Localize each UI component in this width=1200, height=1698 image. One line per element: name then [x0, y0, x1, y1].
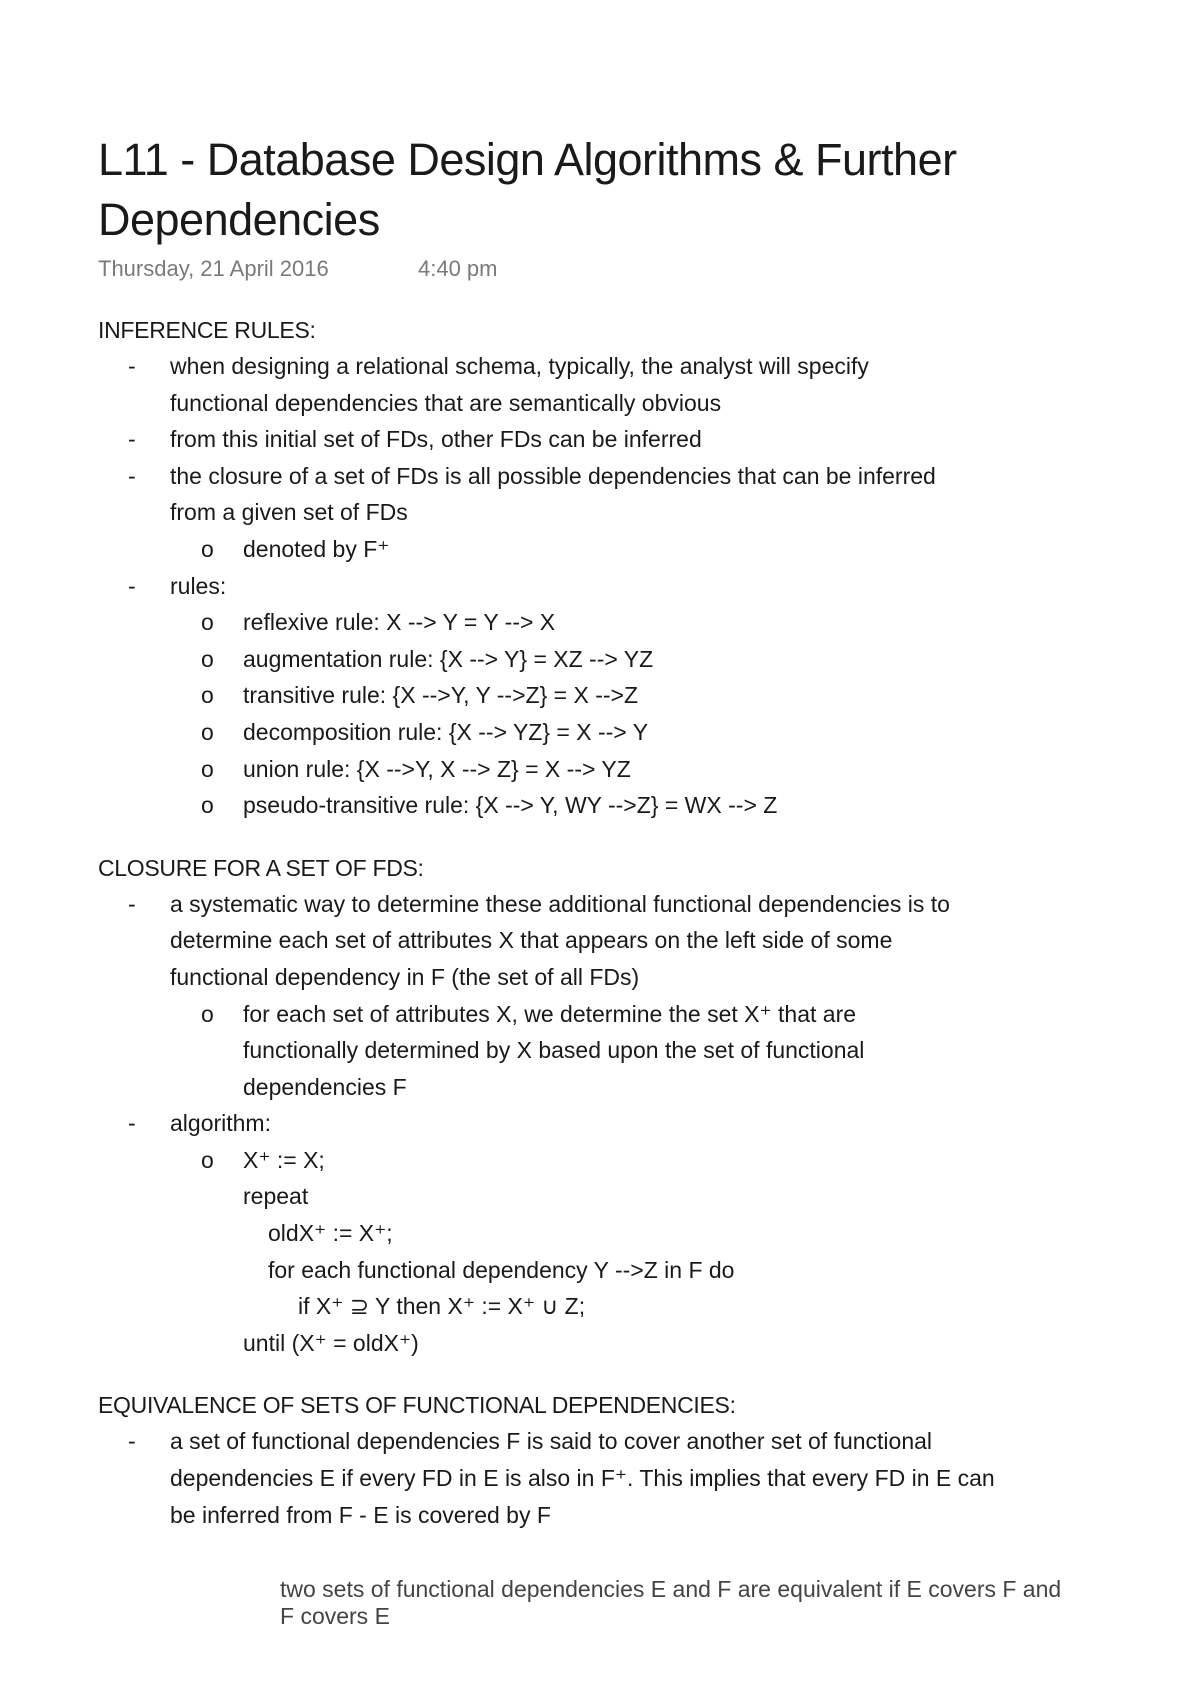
- circle-bullet: o: [201, 645, 214, 672]
- list-item: [98, 458, 1120, 531]
- dash-bullet: -: [128, 572, 136, 599]
- note-metadata: [98, 256, 1120, 292]
- section-inference-rules: [98, 312, 1120, 824]
- rule-text: transitive rule: {X -->Y, Y -->Z} = X -->Z: [243, 682, 638, 709]
- cut-off-text-line: [280, 1576, 1080, 1629]
- list-item-text: be inferred from F - E is covered by F: [170, 1501, 551, 1528]
- circle-bullet: o: [201, 755, 214, 782]
- sub-list-item: [98, 531, 1120, 568]
- algorithm-line: if X⁺ ⊇ Y then X⁺ := X⁺ ∪ Z;: [298, 1293, 586, 1320]
- circle-bullet: o: [201, 718, 214, 745]
- list-item-text: rules:: [170, 572, 227, 599]
- title-line-1: L11 - Database Design Algorithms & Further: [98, 134, 957, 185]
- list-item: [98, 886, 1120, 996]
- section-equivalence: [98, 1387, 1120, 1533]
- rule-item: [98, 714, 1120, 751]
- list-item-text: when designing a relational schema, typically, the analyst will specify: [170, 353, 869, 379]
- rule-text: union rule: {X -->Y, X --> Z} = X --> YZ: [243, 755, 631, 782]
- section-closure: [98, 850, 1120, 1362]
- dash-bullet: -: [128, 462, 136, 489]
- list-item-text: dependencies E if every FD in E is also in F⁺. This implies that every FD in E can: [170, 1465, 995, 1492]
- list-item-text: for each set of attributes X, we determine the set X⁺ that are: [243, 1000, 857, 1027]
- circle-bullet: o: [201, 609, 214, 636]
- list-item: [98, 568, 1120, 605]
- list-item-text: the closure of a set of FDs is all possible dependencies that can be inferred: [170, 462, 936, 489]
- note-date: Thursday, 21 April 2016: [98, 256, 329, 281]
- algorithm-line: oldX⁺ := X⁺;: [268, 1220, 393, 1247]
- rule-item: [98, 641, 1120, 678]
- list-item-text: algorithm:: [170, 1110, 271, 1137]
- rule-text: pseudo-transitive rule: {X --> Y, WY -->Z} = WX --> Z: [243, 792, 778, 819]
- circle-bullet: o: [201, 792, 214, 819]
- algorithm-line: for each functional dependency Y -->Z in F do: [268, 1256, 735, 1283]
- rule-text: augmentation rule: {X --> Y} = XZ --> YZ: [243, 645, 654, 672]
- circle-bullet: o: [201, 1000, 214, 1027]
- list-item-text: from this initial set of FDs, other FDs can be inferred: [170, 426, 702, 453]
- list-item-text: from a given set of FDs: [170, 499, 408, 526]
- rule-item: [98, 751, 1120, 788]
- list-item: [98, 421, 1120, 458]
- list-item: [98, 1423, 1120, 1533]
- dash-bullet: -: [128, 426, 136, 453]
- dash-bullet: -: [128, 353, 136, 379]
- page-title: [98, 130, 1120, 250]
- dash-bullet: -: [128, 890, 136, 917]
- dash-bullet: -: [128, 1428, 136, 1455]
- list-item-text: determine each set of attributes X that appears on the left side of some: [170, 927, 893, 954]
- rule-text: reflexive rule: X --> Y = Y --> X: [243, 609, 556, 636]
- section-heading: EQUIVALENCE OF SETS OF FUNCTIONAL DEPENDENCIES:: [98, 1392, 736, 1419]
- algorithm-block: [98, 1142, 1120, 1179]
- circle-bullet: o: [201, 535, 214, 562]
- rule-item: [98, 677, 1120, 714]
- note-time: 4:40 pm: [418, 256, 498, 281]
- title-line-2: Dependencies: [98, 194, 380, 245]
- list-item-text: functionally determined by X based upon the set of functional: [243, 1037, 865, 1064]
- rule-item: [98, 787, 1120, 824]
- section-heading: CLOSURE FOR A SET OF FDS:: [98, 854, 424, 881]
- circle-bullet: o: [201, 1146, 214, 1173]
- list-item: [98, 348, 1120, 421]
- algorithm-line: X⁺ := X;: [243, 1146, 325, 1173]
- cut-off-text: two sets of functional dependencies E and F are equivalent if E covers F and F covers E: [280, 1576, 1062, 1629]
- list-item-text: dependencies F: [243, 1073, 407, 1100]
- list-item-text: a set of functional dependencies F is said to cover another set of functional: [170, 1428, 933, 1455]
- list-item-text: a systematic way to determine these additional functional dependencies is to: [170, 890, 950, 917]
- algorithm-line: until (X⁺ = oldX⁺): [243, 1329, 419, 1356]
- list-item: [98, 1105, 1120, 1142]
- algorithm-line: repeat: [243, 1183, 309, 1210]
- section-heading: INFERENCE RULES:: [98, 317, 316, 343]
- circle-bullet: o: [201, 682, 214, 709]
- list-item-text: denoted by F⁺: [243, 535, 390, 562]
- dash-bullet: -: [128, 1110, 136, 1137]
- sub-list-item: [98, 996, 1120, 1106]
- rule-text: decomposition rule: {X --> YZ} = X --> Y: [243, 718, 649, 745]
- list-item-text: functional dependencies that are semantically obvious: [170, 389, 722, 416]
- rule-item: [98, 604, 1120, 641]
- list-item-text: functional dependency in F (the set of all FDs): [170, 963, 640, 990]
